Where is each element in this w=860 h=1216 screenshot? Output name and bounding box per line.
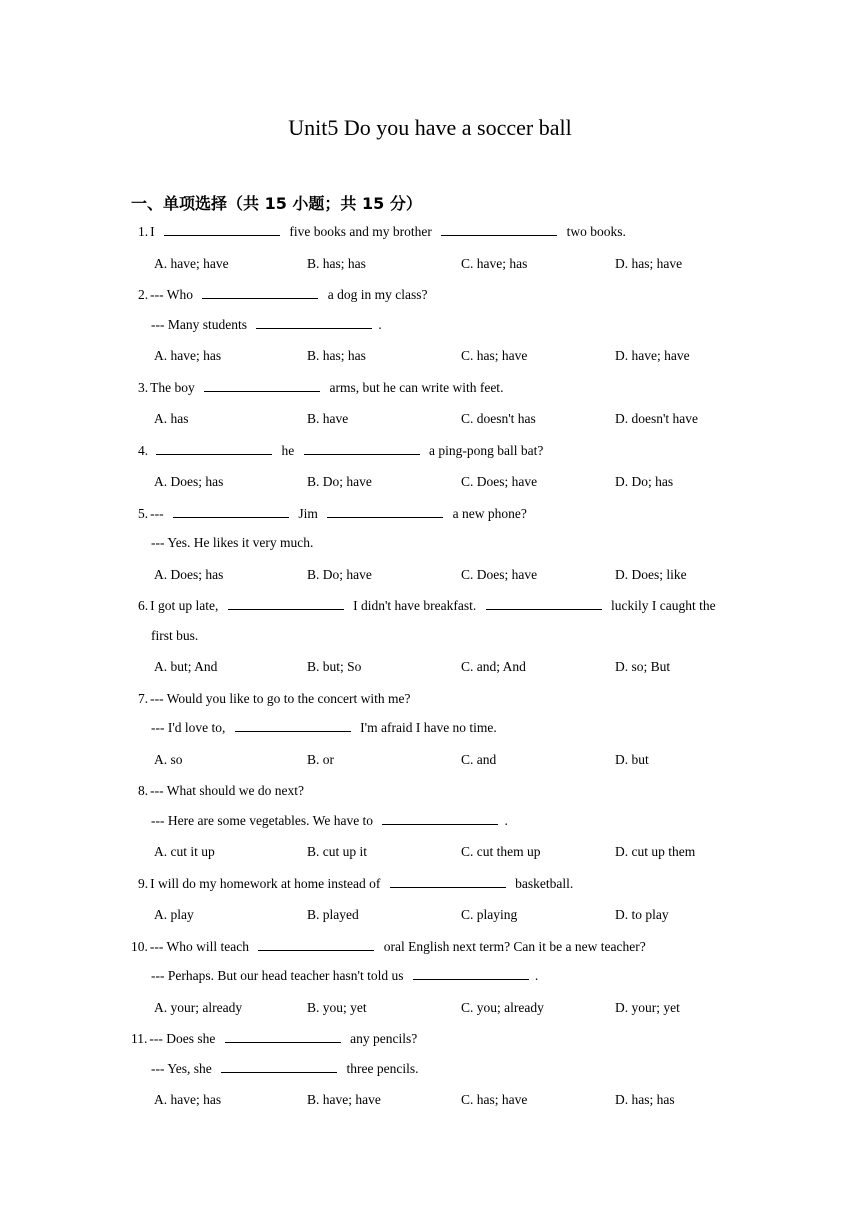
question-text: I'm afraid I have no time.: [356, 720, 497, 735]
question-text: two books.: [563, 224, 626, 239]
answer-option-c[interactable]: C. Does; have: [461, 566, 538, 582]
answer-option-c[interactable]: C. doesn't has: [461, 411, 536, 426]
answer-blank[interactable]: [258, 938, 374, 951]
answer-option-a[interactable]: A. but; And: [154, 659, 218, 674]
question-text: --- Yes. He likes it very much.: [151, 535, 314, 550]
answer-option-a[interactable]: A. play: [154, 907, 194, 922]
question-text: five books and my brother: [286, 224, 436, 239]
answer-option-d[interactable]: D. cut up them: [615, 844, 696, 859]
answer-blank[interactable]: [228, 597, 344, 610]
answer-option-d[interactable]: D. Do; has: [615, 474, 674, 489]
question-line: [138, 597, 716, 615]
question-text: a dog in my class?: [324, 287, 428, 302]
answer-blank[interactable]: [225, 1030, 341, 1043]
question-text: I got up late,: [150, 598, 222, 613]
answer-option-d[interactable]: D. has; has: [615, 1092, 675, 1107]
page-title: Unit5 Do you have a soccer ball: [288, 115, 572, 140]
section-heading: 一、单项选择（共 15 小题；共 15 分）: [131, 194, 422, 213]
question-text: first bus.: [151, 627, 199, 643]
question-text: any pencils?: [346, 1031, 418, 1046]
answer-option-b[interactable]: B. cut up it: [307, 844, 367, 859]
question-line: [138, 875, 573, 893]
question-text: I will do my homework at home instead of: [150, 875, 384, 891]
answer-option-c[interactable]: C. has; have: [461, 1092, 528, 1107]
answer-option-b[interactable]: B. played: [307, 907, 359, 922]
answer-option-c[interactable]: C. and; And: [461, 659, 526, 674]
question-text: --- I'd love to,: [151, 720, 229, 735]
answer-option-b[interactable]: B. have; have: [307, 1092, 381, 1107]
answer-option-c[interactable]: C. and: [461, 751, 497, 767]
question-number: 6.: [138, 598, 149, 613]
answer-option-c[interactable]: C. playing: [461, 907, 518, 922]
answer-blank[interactable]: [256, 316, 372, 329]
question-text: arms, but he can write with feet.: [326, 379, 504, 395]
answer-blank[interactable]: [327, 505, 443, 518]
answer-option-b[interactable]: B. Do; have: [307, 566, 372, 582]
answer-option-d[interactable]: D. has; have: [615, 255, 683, 271]
question-line: [138, 505, 527, 523]
answer-blank[interactable]: [164, 223, 280, 236]
question-text: --- Many students: [151, 316, 251, 332]
question-line: [131, 1030, 417, 1048]
question-text: --- What should we do next?: [150, 783, 304, 798]
answer-blank[interactable]: [173, 505, 289, 518]
question-text: three pencils.: [343, 1060, 419, 1076]
answer-option-a[interactable]: A. has: [154, 411, 189, 426]
question-line: [151, 719, 497, 737]
answer-option-b[interactable]: B. but; So: [307, 659, 362, 674]
question-text: --- Does she: [149, 1031, 219, 1046]
question-text: --- Who: [150, 287, 197, 302]
question-line: [151, 812, 508, 830]
question-line: [151, 1060, 418, 1078]
question-line: [151, 627, 198, 645]
answer-option-b[interactable]: B. have: [307, 411, 349, 426]
answer-option-b[interactable]: B. or: [307, 751, 334, 767]
answer-option-d[interactable]: D. have; have: [615, 348, 690, 363]
answer-option-c[interactable]: C. cut them up: [461, 844, 541, 859]
question-text: a new phone?: [449, 505, 527, 521]
question-text: .: [534, 968, 539, 983]
answer-option-d[interactable]: D. Does; like: [615, 566, 687, 582]
answer-blank[interactable]: [204, 379, 320, 392]
answer-option-c[interactable]: C. has; have: [461, 348, 528, 363]
answer-blank[interactable]: [202, 286, 318, 299]
question-number: 3.: [138, 379, 149, 395]
answer-option-d[interactable]: D. but: [615, 751, 649, 767]
question-number: 8.: [138, 783, 149, 798]
question-line: [138, 690, 410, 708]
answer-option-c[interactable]: C. have; has: [461, 255, 528, 271]
answer-blank[interactable]: [413, 967, 529, 980]
answer-option-a[interactable]: A. cut it up: [154, 844, 215, 859]
question-number: 11.: [131, 1031, 148, 1046]
question-line: [131, 938, 646, 956]
question-number: 5.: [138, 505, 149, 521]
answer-blank[interactable]: [441, 223, 557, 236]
question-text: ---: [150, 505, 167, 521]
question-number: 7.: [138, 690, 149, 706]
question-text: The boy: [150, 379, 199, 395]
question-line: [138, 379, 503, 397]
answer-option-a[interactable]: A. have; have: [154, 255, 229, 271]
answer-option-d[interactable]: D. so; But: [615, 659, 671, 674]
question-text: a ping-pong ball bat?: [425, 442, 544, 458]
answer-blank[interactable]: [156, 442, 272, 455]
answer-option-a[interactable]: A. Does; has: [154, 474, 224, 489]
question-text: .: [504, 812, 508, 828]
question-text: --- Yes, she: [151, 1060, 216, 1076]
question-line: [151, 967, 538, 985]
answer-option-b[interactable]: B. has; has: [307, 348, 366, 363]
question-number: 4.: [138, 442, 149, 458]
answer-option-b[interactable]: B. you; yet: [307, 999, 367, 1015]
question-text: he: [278, 442, 298, 458]
question-line: [138, 286, 427, 304]
answer-option-a[interactable]: A. Does; has: [154, 566, 224, 582]
answer-blank[interactable]: [221, 1060, 337, 1073]
question-text: basketball.: [511, 875, 574, 891]
answer-blank[interactable]: [304, 442, 420, 455]
answer-option-a[interactable]: A. your; already: [154, 999, 243, 1015]
question-number: 9.: [138, 875, 149, 891]
answer-blank[interactable]: [382, 812, 498, 825]
answer-option-a[interactable]: A. so: [154, 751, 183, 767]
answer-option-a[interactable]: A. have; has: [154, 348, 222, 363]
answer-option-d[interactable]: D. to play: [615, 907, 669, 922]
question-text: luckily I caught the: [607, 598, 716, 613]
answer-option-b[interactable]: B. Do; have: [307, 474, 372, 489]
answer-blank[interactable]: [235, 719, 351, 732]
answer-blank[interactable]: [390, 875, 506, 888]
question-line: [138, 442, 543, 460]
question-text: --- Would you like to go to the concert with me?: [150, 690, 411, 706]
answer-blank[interactable]: [486, 597, 602, 610]
question-text: oral English next term? Can it be a new teacher?: [380, 938, 646, 954]
question-text: I didn't have breakfast.: [349, 598, 480, 613]
question-text: --- Who will teach: [149, 938, 253, 954]
answer-option-c[interactable]: C. Does; have: [461, 474, 538, 489]
answer-option-d[interactable]: D. your; yet: [615, 999, 680, 1015]
question-line: [138, 782, 304, 800]
question-text: --- Here are some vegetables. We have to: [151, 812, 377, 828]
question-text: --- Perhaps. But our head teacher hasn't told us: [151, 968, 407, 983]
question-text: .: [378, 316, 382, 332]
question-text: I: [150, 224, 158, 239]
question-line: [138, 223, 626, 241]
question-number: 10.: [131, 938, 148, 954]
question-line: [151, 534, 313, 552]
answer-option-c[interactable]: C. you; already: [461, 999, 544, 1015]
question-number: 2.: [138, 287, 149, 302]
question-text: Jim: [295, 505, 322, 521]
answer-option-b[interactable]: B. has; has: [307, 255, 366, 271]
answer-option-d[interactable]: D. doesn't have: [615, 411, 699, 426]
answer-option-a[interactable]: A. have; has: [154, 1092, 222, 1107]
question-number: 1.: [138, 224, 149, 239]
question-line: [151, 316, 382, 334]
